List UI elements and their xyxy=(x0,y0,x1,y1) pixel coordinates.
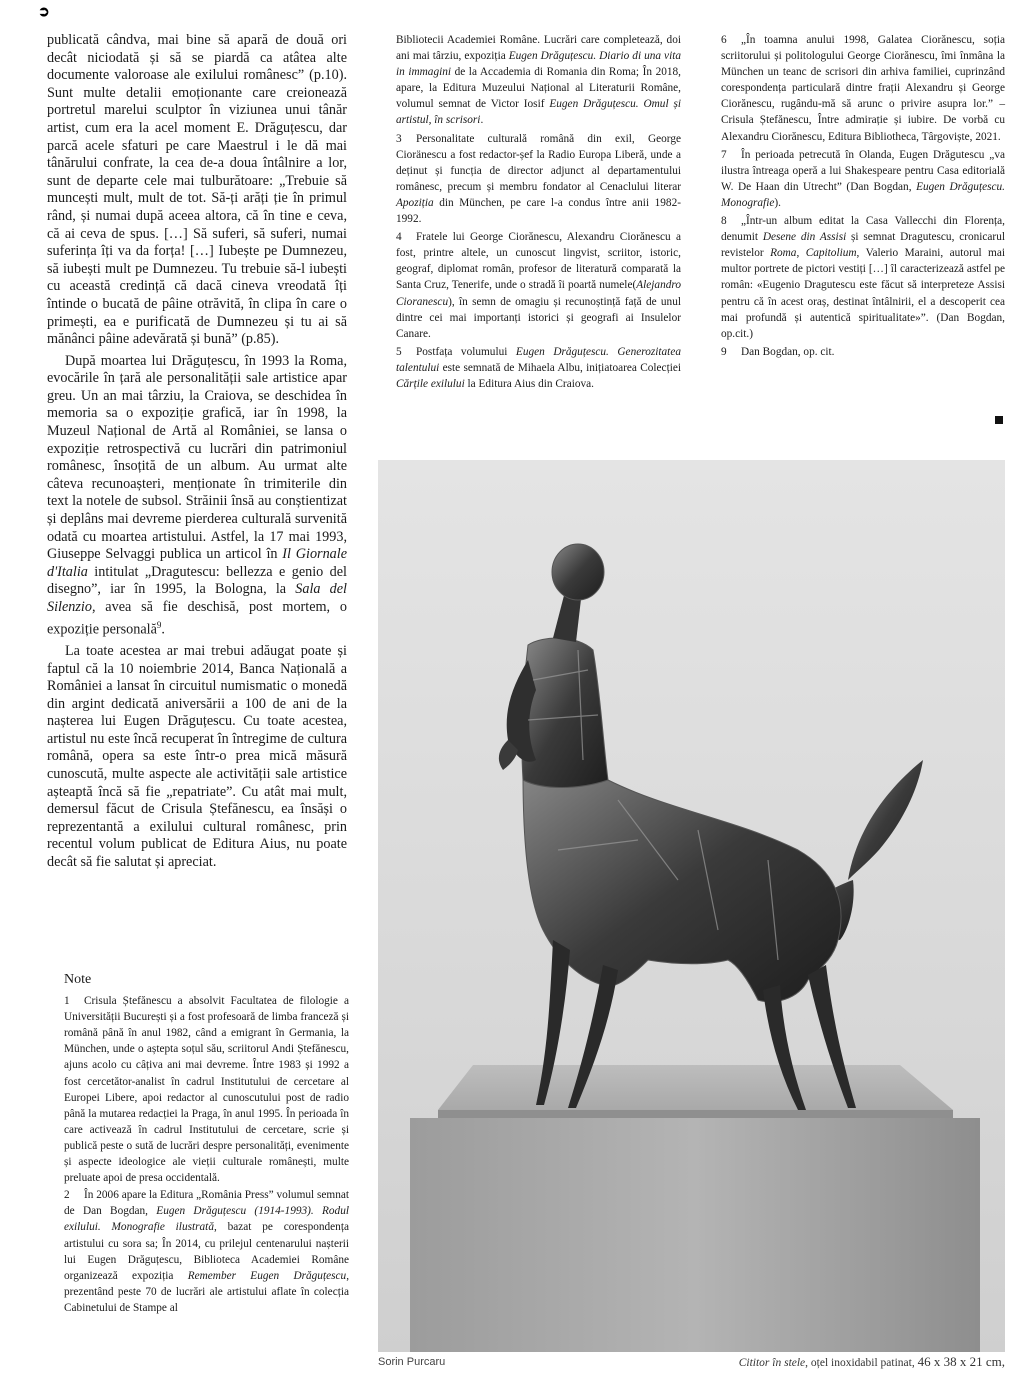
sculpture-photo xyxy=(378,460,1005,1352)
footnote-1: 1 Crisula Ștefănescu a absolvit Facultatea de filologie a Universității București și a fost profesoară de limba franceză și română până în anul 1982, când a emigrant în Germania, la München, unde o aștepta soțul său, scriitorul Andi Ștefănescu, ajuns acolo cu câțiva ani mai devreme. Între 1983 și 1992 a fost cercetător-analist în cadrul Institutului de cercetare al Europei Libere, apoi redactor al cunoscutului post de radio până la mutarea redacției la Praga, în anul 1995. În perioada în care activează în cadrul Institutului de cercetare, scrie și publică peste o sută de lucrări despre personalități, evenimente și aspecte ideologice ale vieții culturale românești, multe preluate apoi de presa occidentală. xyxy=(64,995,349,1185)
photo-credit: Sorin Purcaru xyxy=(378,1356,446,1368)
footnotes-middle xyxy=(396,32,681,394)
footnote-5: 5 Postfața volumului Eugen Drăguțescu. Generozitatea talentului este semnată de Mihaela Albu, inițiatoarea Colecției Cărțile exilului la Editura Aius din Craiova. xyxy=(396,345,681,390)
end-of-article-marker xyxy=(995,416,1003,424)
paragraph: publicată cândva, mai bine să apară de două ori decât niciodată și să se piardă ca atâtea alte documente valoroase ale exilului românesc” (p.10). Sunt multe detalii emoționante care creionează portretul marelui sculptor în viziunea unui tânăr artist, cum era la acel moment E. Drăguțescu, dar parcă acele sfaturi pe care Maestrul i le dă mai tânărului confrate, la cea de-a doua întâlnire a lor, sunt de departe cele mai tulburătoare: „Trebuie să muncești mult, mult de tot. Să-ți arăți ție în primul rând, și numai după aceea altora, că în tine e ceva, că ai ceva de spus. […] Să suferi, să suferi, numai suferința îți va da forța! […] Iubește pe Dumnezeu, să iubești mult pe Dumnezeu. Tu trebuie să-l iubești cu această credință că dacă cineva vreodată îți întinde o bucată de pâine otrăvită, în clipa în care o primești, ea e purificată de Dumnezeu și tu ai să mănânci pâine adevărată și bună” (p.85). xyxy=(47,32,347,348)
footnotes-right xyxy=(721,32,1005,362)
footnote-4: 4 Fratele lui George Ciorănescu, Alexandru Ciorănescu a fost, printre altele, un cunoscut lingvist, scriitor, istoric, geograf, diplomat român, profesor de literatură comparată la Santa Cruz, Tenerife, unde o stradă îi poartă numele(Alejandro Cioranescu), în semn de omagiu și recunoștință față de unul dintre cei mai importanți istorici și geografi ai Insulelor Canare. xyxy=(396,231,681,340)
plinth-lip xyxy=(438,1110,953,1118)
article-body xyxy=(47,32,347,872)
footnote-9: 9 Dan Bogdan, op. cit. xyxy=(721,345,835,358)
footnotes-left xyxy=(64,972,349,1317)
sculpture-head xyxy=(552,544,604,600)
artwork-title: Cititor în stele xyxy=(738,1357,806,1369)
artwork-caption: Cititor în stele, oțel inoxidabil patinat, 46 x 38 x 21 cm, xyxy=(738,1354,1005,1369)
footnote-2: 2 În 2006 apare la Editura „România Press” volumul semnat de Dan Bogdan, Eugen Drăguțescu (1914-1993). Rodul exilului. Monografie ilustrată, bazat pe corespondența artistului cu sora sa; În 2014, cu prilejul centenarului nașterii lui Eugen Drăguțescu, Biblioteca Academiei Române organizează expoziția Remember Eugen Drăguțescu, prezentând peste 70 de lucrări ale artistului aflate în colecția Cabinetului de Stampe al xyxy=(64,1189,350,1314)
footnote-8: 8 „Într-un album editat la Casa Vallecchi din Florența, denumit Desene din Assisi și semnat Dragutescu, cronicarul revistelor Roma, Capitolium, Valerio Maraini, autorul mai multor portrete de pictori vestiți […] îl caracterizează astfel pe român: «Eugenio Dragutescu este făcut să interpreteze Assisi pentru că în acest oraș, destinat întâlnirii, el a descoperit cea mai profundă și autentică spiritualitate»”. (Dan Bogdan, op.cit.) xyxy=(721,215,1005,340)
centaur-sculpture-icon xyxy=(378,460,1005,1352)
paragraph: După moartea lui Drăguțescu, în 1993 la Roma, evocările în țară ale personalității sale artistice apar greu. Un an mai târziu, la Craiova, se deschidea în memoria sa o expoziție grafică, iar în 1998, la Muzeul Național de Artă al României, se lansa o expoziție retrospectivă cu lucrări din patrimoniul românesc, însoțită de un album. Au urmat alte câteva recunoașteri, menționate în trimiterile din text la notele de subsol. Străinii însă au conștientizat și deplâns mai devreme pierderea culturală survenită odată cu moartea artistului. Astfel, la 17 mai 1993, Giuseppe Selvaggi publica un articol în Il Giornale d'Italia intitulat „Dragutescu: bellezza e genio del disegno”, iar în 1995, la Bologna, la Sala del Silenzio, avea să fie deschisă, post mortem, o expoziție personală$^9$. xyxy=(47,352,347,638)
footnote-2-continued: Bibliotecii Academiei Române. Lucrări care completează, doi ani mai târziu, expoziția Eugen Drăguțescu. Diario di una vita in immagini de la Accademia di Romania din Roma; În 2018, apare, la Editura Muzeului Național al Literaturii Române, volumul semnat de Victor Iosif Eugen Drăguțescu. Omul și artistul, în scrisori. xyxy=(396,34,682,127)
footnote-7: 7 În perioada petrecută în Olanda, Eugen Drăgutescu „va ilustra întreaga operă a lui Shakespeare pentru Casa editorială W. De Haan din Utrecht” (Dan Bogdan, Eugen Drăguțescu. Monografie). xyxy=(721,148,1005,209)
page-corner-mark: ➲ xyxy=(38,5,50,20)
plinth-front xyxy=(410,1118,980,1352)
artwork-dimensions: 46 x 38 x 21 cm, xyxy=(917,1354,1005,1369)
paragraph: La toate acestea ar mai trebui adăugat poate și faptul că la 10 noiembrie 2014, Banca Națională a României a lansat în circuitul numismatic o monedă din argint dedicată aniversării a 100 de ani de la nașterea lui Eugen Drăguțescu. Cu toate acestea, artistul nu este încă recuperat în întregime de cultura română, opera sa este într-o prea mică măsură cunoscută, multe aspecte ale activității sale artistice așteaptă încă să fie „repatriate”. Cu atât mai mult, demersul făcut de Crisula Ștefănescu, ea însăși o reprezentantă a exilului cultural românesc, prin recentul volum publicat de Editura Aius, nu poate decât să fie salutat și apreciat. xyxy=(47,642,347,871)
notes-heading: Note xyxy=(64,972,92,987)
footnote-3: 3 Personalitate culturală română din exil, George Cioränescu a fost redactor-șef la Radio Europa Liberă, unde a deținut și funcția de director adjunct al departamentului românesc, precum și membru fondator al Cenaclului literar Apoziția din München, pe care l-a condus între anii 1982-1992. xyxy=(396,132,681,226)
plinth-top xyxy=(438,1065,953,1110)
footnote-6: 6 „În toamna anului 1998, Galatea Ciorănescu, soția scriitorului și politologului George Ciorănescu, îmi înmâna la München un teanc de scrisori din arhiva familiei, cuprinzând corespondența particulară dintre frații Alexandru și George Ciorănescu, rugându-mă să arunc o privire asupra lor.” – Crisula Ștefănescu, Între admirație și iubire. De vorbă cu Alexandru Ciorănescu, Editura Bibliotheca, Târgoviște, 2021. xyxy=(721,34,1005,143)
